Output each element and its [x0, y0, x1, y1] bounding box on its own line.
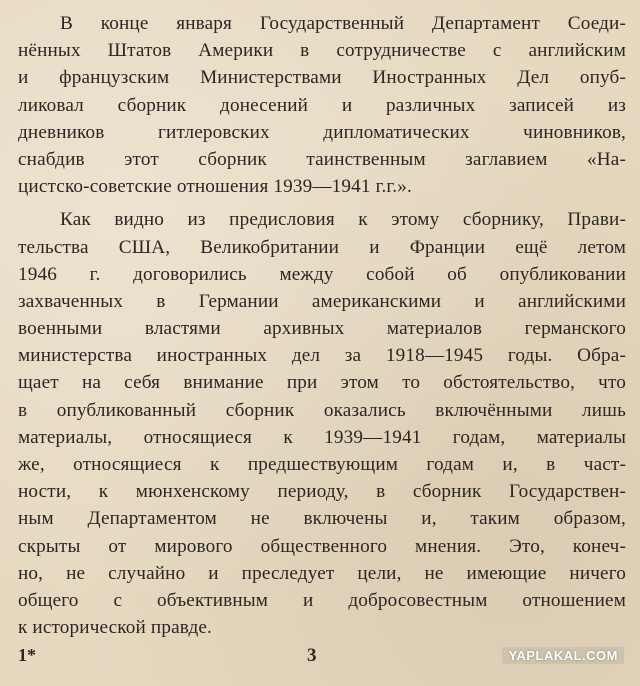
signature-mark: 1* — [18, 645, 36, 665]
text-line: нённых Штатов Америки в сотрудничестве с английским — [18, 40, 626, 62]
text-line: 1946 г. договорились между собой об опубликовании — [18, 263, 626, 285]
page-number: 3 — [307, 645, 317, 666]
paragraph-1 — [18, 10, 626, 200]
text-line: В конце января Государственный Департамент Соеди- — [60, 13, 626, 34]
text-line: захваченных в Германии американскими и английскими — [18, 290, 626, 312]
text-line: Как видно из предисловия к этому сборнику, Прави- — [60, 209, 626, 231]
text-line: цистско-советские отношения 1939—1941 г.г.». — [18, 176, 412, 198]
text-line: скрыты от мирового общественного мнения. Это, конеч- — [18, 535, 626, 557]
text-line: к исторической правде. — [18, 617, 212, 639]
text-line: материалы, относящиеся к 1939—1941 годам, материалы — [18, 426, 626, 448]
text-line: снабдив этот сборник таинственным заглавием «На- — [18, 148, 626, 170]
text-line: ликовал сборник донесений и различных записей из — [18, 94, 626, 116]
text-line: военными властями архивных материалов германского — [18, 318, 626, 340]
text-line: тельства США, Великобритании и Франции ещё летом — [18, 236, 626, 258]
text-line: ным Департаментом не включены и, таким образом, — [18, 508, 626, 530]
text-line: же, относящиеся к предшествующим годам и, в част- — [18, 454, 626, 475]
body-text — [18, 10, 626, 641]
site-watermark: YAPLAKAL.COM — [502, 647, 624, 664]
text-line: в опубликованный сборник оказались включёнными лишь — [18, 399, 626, 421]
text-line: общего с объективным и добросовестным отношением — [18, 589, 626, 611]
text-line: дневников гитлеровских дипломатических чиновников, — [18, 121, 626, 143]
paragraph-2 — [18, 206, 626, 641]
text-line: министерства иностранных дел за 1918—1945 годы. Обра- — [18, 345, 626, 367]
text-line: и французским Министерствами Иностранных Дел опуб- — [18, 67, 626, 89]
page-footer — [0, 645, 640, 675]
text-line: щает на себя внимание при этом то обстоятельство, что — [18, 372, 626, 394]
text-line: но, не случайно и преследует цели, не имеющие ничего — [18, 562, 626, 584]
text-line: ности, к мюнхенскому периоду, в сборник Государствен- — [18, 481, 626, 503]
